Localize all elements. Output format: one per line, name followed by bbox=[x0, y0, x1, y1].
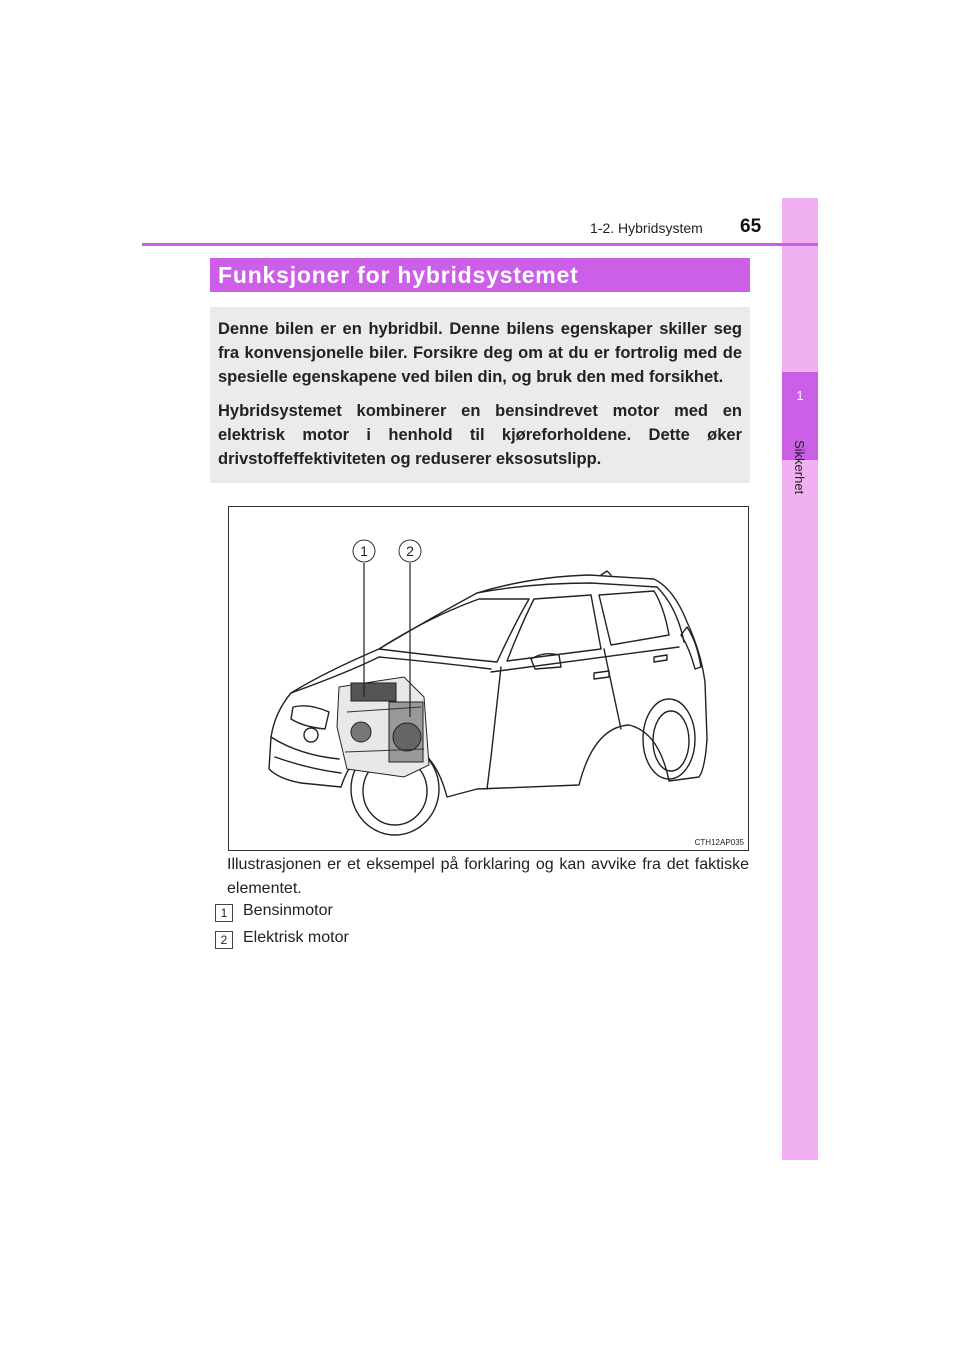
car-rear-pillar bbox=[657, 587, 684, 642]
title-bar bbox=[210, 258, 750, 292]
chapter-label bbox=[782, 440, 818, 560]
car-rear-wheel-inner bbox=[653, 711, 689, 771]
intro-paragraph-1: Denne bilen er en hybridbil. Denne bilens egenskaper skiller seg fra konvensjonelle biler. Forsikre deg om at du er fortrolig med de spesielle egenskapene ved bilen din, og bruk den med forsikhet. bbox=[218, 320, 742, 386]
figure-code: CTH12AP035 bbox=[694, 838, 744, 847]
car-door-rear bbox=[604, 649, 621, 729]
car-front-bumper bbox=[271, 737, 341, 773]
figure-caption: Illustrasjonen er et eksempel på forklaring og kan avvike fra det faktiske elementet. bbox=[227, 856, 749, 897]
car-antenna bbox=[601, 571, 611, 575]
car-drawing bbox=[229, 507, 748, 850]
engine-assembly bbox=[337, 677, 429, 777]
car-rear-window bbox=[599, 591, 669, 645]
car-handle-front bbox=[594, 671, 609, 679]
car-door-front bbox=[487, 667, 501, 789]
car-front-window bbox=[507, 595, 601, 661]
intro-paragraph-2: Hybridsystemet kombinerer en bensindrevet motor med en elektrisk motor i henhold til kjøreforholdene. Dette øker drivstoffeffektiviteten og reduserer eksosutslipp. bbox=[218, 402, 742, 468]
chapter-side-tab bbox=[782, 198, 818, 1160]
intro-box bbox=[210, 307, 750, 483]
car-rear-light bbox=[681, 627, 701, 669]
legend-label-1: Bensinmotor bbox=[243, 902, 333, 919]
callout-1 bbox=[353, 540, 375, 562]
callout-2 bbox=[399, 540, 421, 562]
legend-number-2: 2 bbox=[215, 931, 233, 949]
section-title: 1-2. Hybridsystem bbox=[590, 220, 703, 236]
car-handle-rear bbox=[654, 655, 667, 662]
car-body-outline bbox=[269, 575, 707, 797]
car-illustration bbox=[228, 506, 749, 851]
callout-1-label: 1 bbox=[360, 543, 368, 559]
legend-label-2: Elektrisk motor bbox=[243, 929, 349, 946]
legend-number-1: 1 bbox=[215, 904, 233, 922]
car-roof-line bbox=[477, 583, 657, 593]
chapter-number: 1 bbox=[796, 388, 804, 403]
chapter-label-text: Sikkerhet bbox=[792, 440, 807, 495]
car-headlight bbox=[291, 706, 329, 729]
header-rule bbox=[142, 243, 818, 246]
car-windshield bbox=[379, 599, 529, 662]
callout-2-label: 2 bbox=[406, 543, 414, 559]
page-title: Funksjoner for hybridsystemet bbox=[218, 262, 579, 288]
car-fog-light bbox=[304, 728, 318, 742]
page-number: 65 bbox=[740, 216, 762, 237]
